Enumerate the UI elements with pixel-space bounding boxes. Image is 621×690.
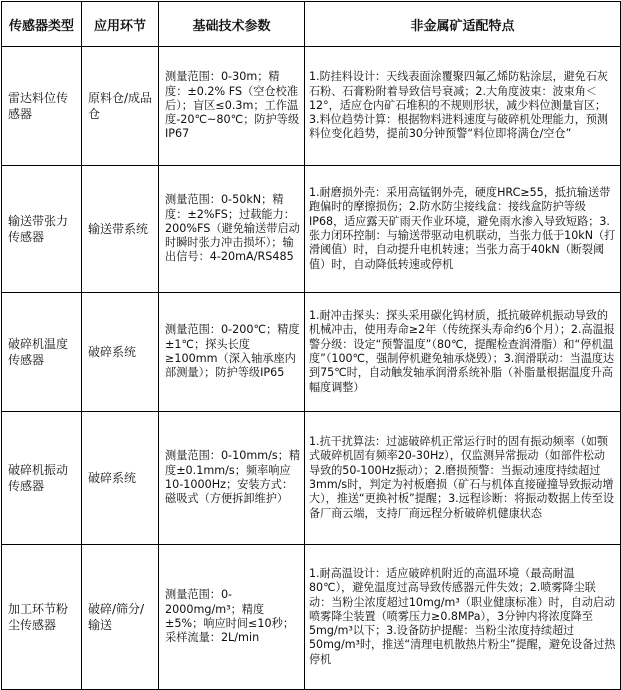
table-row xyxy=(2,545,621,690)
sensor-name: 破碎机振动传感器 xyxy=(2,412,82,545)
application-stage: 破碎系统 xyxy=(82,412,159,545)
basic-parameters: 测量范围：0-200℃；精度±1℃；探头长度≥100mm（深入轴承座内部测量）；防护等级IP65 xyxy=(159,293,305,412)
basic-parameters: 测量范围：0-2000mg/m³；精度±5%；响应时间≤10秒；采样流量：2L/min xyxy=(159,545,305,690)
application-stage: 破碎系统 xyxy=(82,293,159,412)
adaptation-features: 1.抗干扰算法：过滤破碎机正常运行时的固有振动频率（如颚式破碎机固有频率20-30Hz），仅监测异常振动（如部件松动导致的50-100Hz振动）；2.磨损预警：当振动速度持续超过3mm/s时，判定为衬板磨损（矿石与机体直接碰撞导致振动增大），推送“更换衬板”提醒；3.远程诊断：将振动数据上传至设备厂商云端，支持厂商远程分析破碎机健康状态 xyxy=(305,412,621,545)
header-application-stage: 应用环节 xyxy=(82,2,159,47)
sensor-name: 输送带张力传感器 xyxy=(2,166,82,293)
adaptation-features: 1.耐高温设计：适应破碎机附近的高温环境（最高耐温80℃），避免温度过高导致传感器元件失效；2.喷雾降尘联动：当粉尘浓度超过10mg/m³（职业健康标准）时，自动启动喷雾降尘装置（喷雾压力≥0.8MPa），3分钟内将浓度降至5mg/m³以下；3.设备防护提醒：当粉尘浓度持续超过50mg/m³时，推送“清理电机散热片粉尘”提醒，避免设备过热停机 xyxy=(305,545,621,690)
table-row xyxy=(2,412,621,545)
header-sensor-type: 传感器类型 xyxy=(2,2,82,47)
application-stage: 输送带系统 xyxy=(82,166,159,293)
adaptation-features: 1.耐冲击探头：探头采用碳化钨材质，抵抗破碎机振动导致的机械冲击，使用寿命≥2年（传统探头寿命约6个月）；2.高温报警分级：设定“预警温度”（80℃，提醒检查润滑脂）和“停机温度”（100℃，强制停机避免轴承烧毁）；3.润滑联动：当温度达到75℃时，自动触发轴承润滑系统补脂（补脂量根据温度升高幅度调整） xyxy=(305,293,621,412)
header-adaptation-features: 非金属矿适配特点 xyxy=(305,2,621,47)
table-row xyxy=(2,293,621,412)
table-row xyxy=(2,166,621,293)
basic-parameters: 测量范围：0-50kN；精度：±2%FS；过载能力：200%FS（避免输送带启动时瞬时张力冲击损坏）；输出信号：4-20mA/RS485 xyxy=(159,166,305,293)
table-header-row xyxy=(2,2,621,47)
sensor-name: 破碎机温度传感器 xyxy=(2,293,82,412)
adaptation-features: 1.防挂料设计：天线表面涂覆聚四氟乙烯防粘涂层，避免石灰石粉、石膏粉附着导致信号衰减；2.大角度波束：波束角＜12°，适应仓内矿石堆积的不规则形状，减少料位测量盲区；3.料位趋势计算：根据物料进料速度与破碎机处理能力，预测料位变化趋势，提前30分钟预警“料位即将满仓/空仓” xyxy=(305,47,621,166)
sensor-name: 雷达料位传感器 xyxy=(2,47,82,166)
sensor-table xyxy=(1,1,621,690)
application-stage: 破碎/筛分/输送 xyxy=(82,545,159,690)
sensor-name: 加工环节粉尘传感器 xyxy=(2,545,82,690)
adaptation-features: 1.耐磨损外壳：采用高锰钢外壳，硬度HRC≥55，抵抗输送带跑偏时的摩擦损伤；2.防水防尘接线盒：接线盒防护等级IP68，适应露天矿雨天作业环境，避免雨水渗入导致短路；3.张力闭环控制：与输送带驱动电机联动，当张力低于10kN（打滑阈值）时，自动提升电机转速；当张力高于40kN（断裂阈值）时，自动降低转速或停机 xyxy=(305,166,621,293)
table-row xyxy=(2,47,621,166)
basic-parameters: 测量范围：0-10mm/s；精度±0.1mm/s；频率响应10-1000Hz；安装方式：磁吸式（方便拆卸维护） xyxy=(159,412,305,545)
application-stage: 原料仓/成品仓 xyxy=(82,47,159,166)
header-basic-parameters: 基础技术参数 xyxy=(159,2,305,47)
basic-parameters: 测量范围：0-30m；精度：±0.2% FS（空仓校准后）；盲区≤0.3m；工作温度-20℃~80℃；防护等级IP67 xyxy=(159,47,305,166)
